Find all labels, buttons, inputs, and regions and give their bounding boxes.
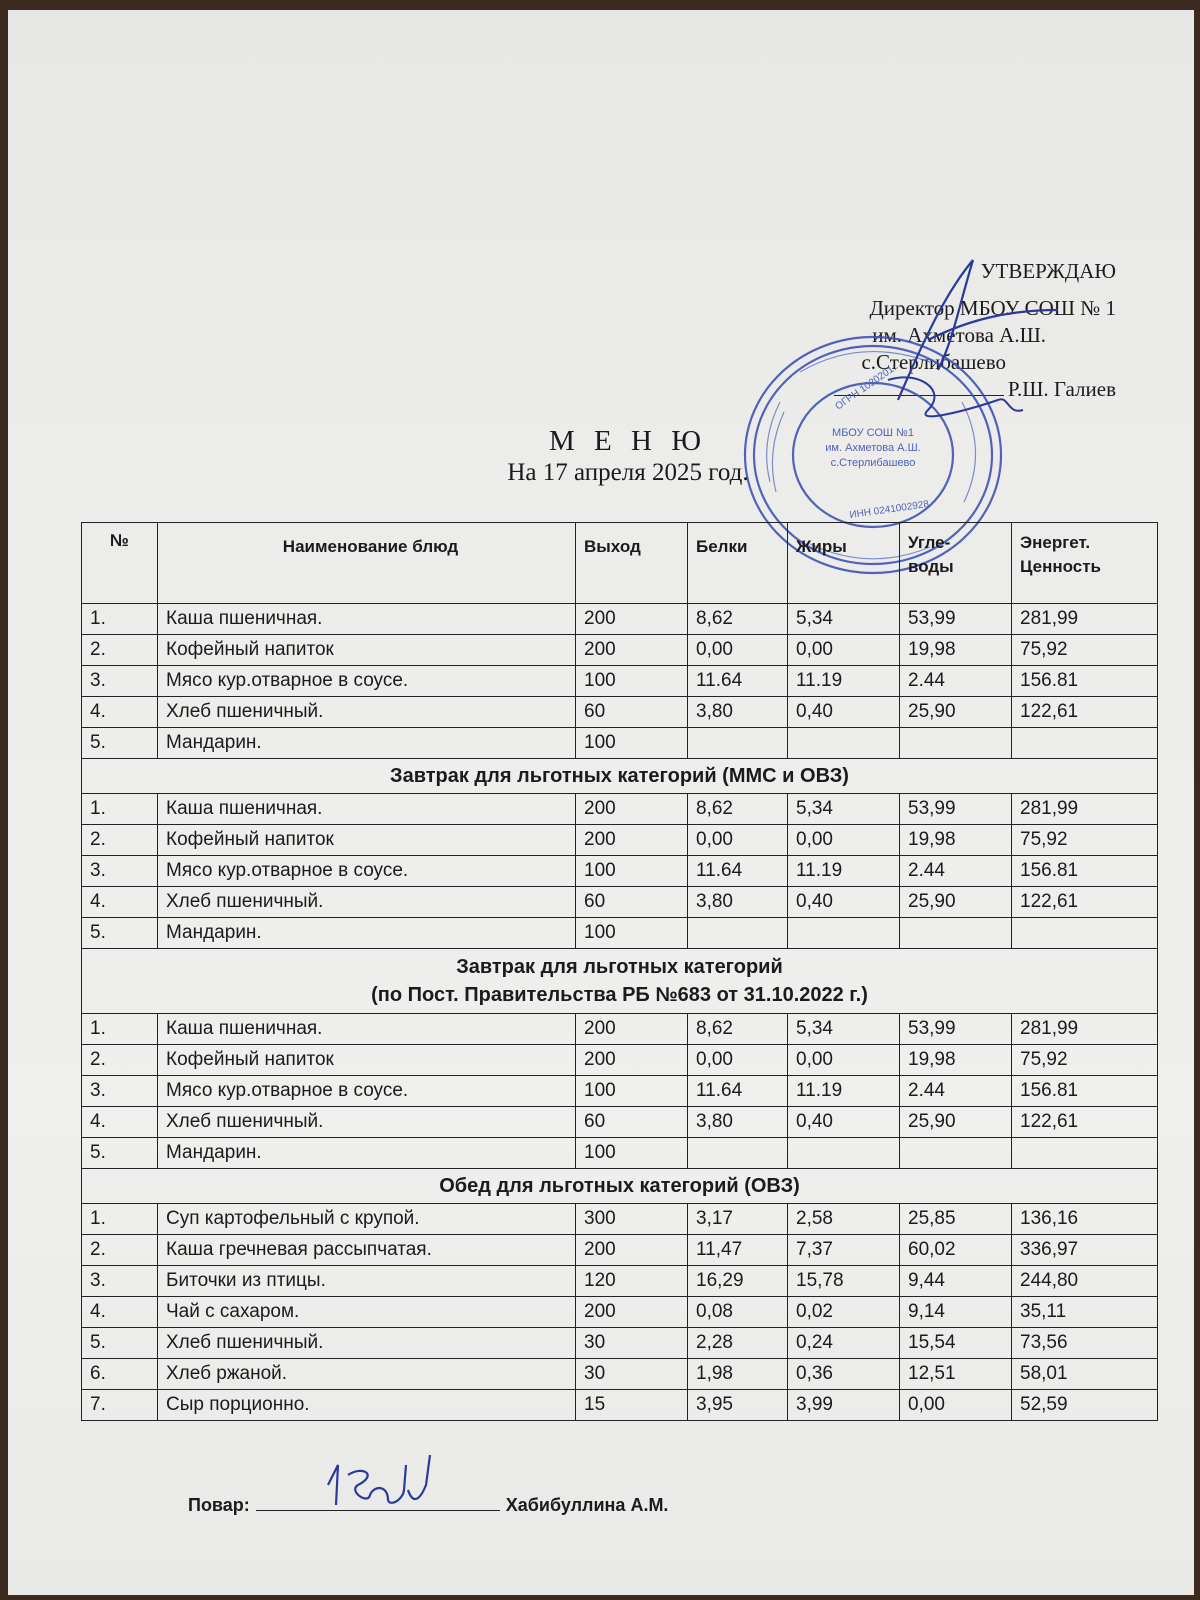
cell-num: 2. <box>82 635 158 666</box>
cell-output: 30 <box>576 1328 688 1359</box>
cell-dish: Хлеб пшеничный. <box>158 887 576 918</box>
table-row <box>82 1297 1158 1328</box>
stamp-ogrn: ОГРН 1020201... <box>833 359 903 413</box>
cell-num: 5. <box>82 1328 158 1359</box>
cell-output: 15 <box>576 1390 688 1421</box>
cell-proteins: 0,00 <box>688 825 788 856</box>
cell-proteins: 3,80 <box>688 1107 788 1138</box>
cell-num: 6. <box>82 1359 158 1390</box>
cook-label: Повар: <box>188 1495 250 1515</box>
cell-fats: 11.19 <box>788 666 900 697</box>
table-row <box>82 1266 1158 1297</box>
cell-proteins <box>688 1138 788 1169</box>
cell-num: 1. <box>82 1014 158 1045</box>
cell-energy: 75,92 <box>1012 825 1158 856</box>
cell-carbs: 2.44 <box>900 666 1012 697</box>
cell-proteins: 11.64 <box>688 1076 788 1107</box>
table-row <box>82 918 1158 949</box>
cell-carbs: 60,02 <box>900 1235 1012 1266</box>
cell-dish: Мясо кур.отварное в соусе. <box>158 1076 576 1107</box>
cell-fats: 0,02 <box>788 1297 900 1328</box>
header-name: Наименование блюд <box>158 523 576 604</box>
cell-energy: 35,11 <box>1012 1297 1158 1328</box>
table-row <box>82 1235 1158 1266</box>
cell-energy: 52,59 <box>1012 1390 1158 1421</box>
cell-output: 200 <box>576 635 688 666</box>
cell-energy: 58,01 <box>1012 1359 1158 1390</box>
cell-energy <box>1012 1138 1158 1169</box>
cell-carbs: 53,99 <box>900 794 1012 825</box>
cell-dish: Мясо кур.отварное в соусе. <box>158 666 576 697</box>
cell-fats: 3,99 <box>788 1390 900 1421</box>
cell-fats <box>788 1138 900 1169</box>
cell-fats: 0,24 <box>788 1328 900 1359</box>
cell-output: 200 <box>576 604 688 635</box>
section-row <box>82 1169 1158 1204</box>
cell-dish: Каша пшеничная. <box>158 1014 576 1045</box>
table-row <box>82 1045 1158 1076</box>
cook-signature-line <box>256 1494 500 1511</box>
cell-dish: Каша пшеничная. <box>158 794 576 825</box>
cell-dish: Кофейный напиток <box>158 1045 576 1076</box>
cell-energy: 75,92 <box>1012 1045 1158 1076</box>
header-num: № <box>82 523 158 604</box>
table-row <box>82 1014 1158 1045</box>
cell-output: 100 <box>576 918 688 949</box>
cell-carbs: 9,44 <box>900 1266 1012 1297</box>
table-row <box>82 666 1158 697</box>
section-title-benefit-lunch-line1: Обед для льготных категорий (ОВЗ) <box>439 1174 800 1197</box>
cell-proteins: 11,47 <box>688 1235 788 1266</box>
header-carbs-line1: Угле- <box>908 533 951 552</box>
cell-dish: Чай с сахаром. <box>158 1297 576 1328</box>
header-carbs <box>900 523 1012 604</box>
cell-energy: 281,99 <box>1012 794 1158 825</box>
cell-proteins: 8,62 <box>688 1014 788 1045</box>
cell-energy <box>1012 918 1158 949</box>
cell-proteins <box>688 918 788 949</box>
cell-energy: 73,56 <box>1012 1328 1158 1359</box>
cell-output: 60 <box>576 697 688 728</box>
cell-num: 4. <box>82 887 158 918</box>
cell-output: 100 <box>576 1076 688 1107</box>
cell-dish: Хлеб пшеничный. <box>158 1107 576 1138</box>
cell-carbs: 12,51 <box>900 1359 1012 1390</box>
cell-energy: 156.81 <box>1012 1076 1158 1107</box>
cell-energy: 244,80 <box>1012 1266 1158 1297</box>
cell-carbs: 25,90 <box>900 887 1012 918</box>
cell-fats <box>788 728 900 759</box>
title-block <box>418 424 838 488</box>
cell-dish: Хлеб ржаной. <box>158 1359 576 1390</box>
cell-dish: Биточки из птицы. <box>158 1266 576 1297</box>
cell-energy: 75,92 <box>1012 635 1158 666</box>
cell-fats: 2,58 <box>788 1204 900 1235</box>
table-header-row <box>82 523 1158 604</box>
header-energy-line1: Энергет. <box>1020 533 1091 552</box>
cell-fats: 7,37 <box>788 1235 900 1266</box>
cell-output: 30 <box>576 1359 688 1390</box>
cell-output: 200 <box>576 794 688 825</box>
header-output: Выход <box>576 523 688 604</box>
cell-carbs: 53,99 <box>900 1014 1012 1045</box>
stamp-inn: ИНН 0241002928 <box>848 498 930 521</box>
table-row <box>82 1390 1158 1421</box>
cell-num: 1. <box>82 604 158 635</box>
table-row <box>82 1107 1158 1138</box>
table-row <box>82 1359 1158 1390</box>
stamp-center-line1: МБОУ СОШ №1 <box>832 427 914 439</box>
cell-proteins: 11.64 <box>688 666 788 697</box>
cell-carbs <box>900 918 1012 949</box>
cell-carbs: 19,98 <box>900 635 1012 666</box>
cell-dish: Мандарин. <box>158 1138 576 1169</box>
menu-table-body <box>82 604 1158 1421</box>
header-carbs-line2: воды <box>908 557 954 576</box>
table-row <box>82 856 1158 887</box>
cell-proteins: 11.64 <box>688 856 788 887</box>
cell-proteins: 0,08 <box>688 1297 788 1328</box>
cell-output: 200 <box>576 1014 688 1045</box>
approval-heading: УТВЕРЖДАЮ <box>980 259 1116 283</box>
table-row <box>82 1204 1158 1235</box>
cell-num: 5. <box>82 728 158 759</box>
cell-carbs: 53,99 <box>900 604 1012 635</box>
cell-proteins: 0,00 <box>688 1045 788 1076</box>
cell-num: 3. <box>82 1266 158 1297</box>
cell-fats: 15,78 <box>788 1266 900 1297</box>
cell-dish: Мандарин. <box>158 918 576 949</box>
section-title-benefit-breakfast <box>82 759 1158 794</box>
cell-output: 300 <box>576 1204 688 1235</box>
cell-num: 2. <box>82 825 158 856</box>
cell-fats: 5,34 <box>788 1014 900 1045</box>
cell-num: 5. <box>82 1138 158 1169</box>
cell-proteins <box>688 728 788 759</box>
cell-output: 200 <box>576 1045 688 1076</box>
cell-dish: Сыр порционно. <box>158 1390 576 1421</box>
cell-fats: 0,40 <box>788 1107 900 1138</box>
stamp-center-line3: с.Стерлибашево <box>830 457 916 469</box>
approval-position: Директор МБОУ СОШ № 1 <box>869 296 1116 320</box>
section-title-benefit-breakfast-decree-line1: Завтрак для льготных категорий <box>456 956 783 978</box>
cell-carbs <box>900 728 1012 759</box>
cell-num: 1. <box>82 1204 158 1235</box>
cell-fats: 0,40 <box>788 887 900 918</box>
cell-carbs: 25,90 <box>900 697 1012 728</box>
approval-village: с.Стерлибашево <box>861 350 1006 374</box>
cell-carbs: 0,00 <box>900 1390 1012 1421</box>
cell-num: 3. <box>82 1076 158 1107</box>
approval-director-name: Р.Ш. Галиев <box>1007 377 1116 401</box>
cell-proteins: 1,98 <box>688 1359 788 1390</box>
document-sheet <box>8 10 1194 1595</box>
cell-num: 2. <box>82 1045 158 1076</box>
cell-fats: 0,00 <box>788 635 900 666</box>
cell-output: 100 <box>576 856 688 887</box>
cell-fats: 5,34 <box>788 604 900 635</box>
table-row <box>82 887 1158 918</box>
section-row <box>82 759 1158 794</box>
cell-num: 2. <box>82 1235 158 1266</box>
cell-proteins: 3,95 <box>688 1390 788 1421</box>
cell-energy: 156.81 <box>1012 666 1158 697</box>
cell-fats: 0,36 <box>788 1359 900 1390</box>
cell-output: 200 <box>576 1297 688 1328</box>
cell-fats: 5,34 <box>788 794 900 825</box>
cell-carbs: 15,54 <box>900 1328 1012 1359</box>
cell-energy: 122,61 <box>1012 697 1158 728</box>
cell-carbs: 25,90 <box>900 1107 1012 1138</box>
cell-num: 7. <box>82 1390 158 1421</box>
stamp-center-line2: им. Ахметова А.Ш. <box>825 442 921 454</box>
cell-fats: 0,40 <box>788 697 900 728</box>
cell-fats <box>788 918 900 949</box>
menu-table <box>81 522 1158 1421</box>
cell-num: 4. <box>82 1107 158 1138</box>
page-subtitle: На 17 апреля 2025 год. <box>507 459 749 486</box>
cell-fats: 11.19 <box>788 1076 900 1107</box>
cell-num: 4. <box>82 697 158 728</box>
cell-carbs: 2.44 <box>900 856 1012 887</box>
cell-energy: 281,99 <box>1012 604 1158 635</box>
cell-energy: 281,99 <box>1012 1014 1158 1045</box>
section-title-benefit-breakfast-line1: Завтрак для льготных категорий (ММС и ОВЗ) <box>390 764 849 787</box>
cell-output: 100 <box>576 728 688 759</box>
cell-output: 100 <box>576 666 688 697</box>
cell-energy: 136,16 <box>1012 1204 1158 1235</box>
cell-proteins: 8,62 <box>688 794 788 825</box>
cell-dish: Хлеб пшеничный. <box>158 1328 576 1359</box>
cell-num: 3. <box>82 666 158 697</box>
cell-energy: 122,61 <box>1012 1107 1158 1138</box>
cell-carbs <box>900 1138 1012 1169</box>
cook-name: Хабибуллина А.М. <box>505 1495 669 1515</box>
table-row <box>82 1138 1158 1169</box>
cell-output: 200 <box>576 1235 688 1266</box>
cell-carbs: 19,98 <box>900 1045 1012 1076</box>
approval-school-name: им. Ахметова А.Ш. <box>872 323 1046 347</box>
table-row <box>82 635 1158 666</box>
cell-num: 3. <box>82 856 158 887</box>
cell-proteins: 8,62 <box>688 604 788 635</box>
cell-proteins: 16,29 <box>688 1266 788 1297</box>
cell-energy <box>1012 728 1158 759</box>
cook-line <box>188 1494 828 1516</box>
cell-output: 100 <box>576 1138 688 1169</box>
cell-fats: 0,00 <box>788 1045 900 1076</box>
director-signature <box>858 250 1088 440</box>
cell-proteins: 0,00 <box>688 635 788 666</box>
table-row <box>82 794 1158 825</box>
section-row <box>82 949 1158 1014</box>
cell-num: 4. <box>82 1297 158 1328</box>
section-title-benefit-breakfast-decree-line2: (по Пост. Правительства РБ №683 от 31.10.2022 г.) <box>371 984 868 1006</box>
cell-dish: Суп картофельный с крупой. <box>158 1204 576 1235</box>
cell-fats: 0,00 <box>788 825 900 856</box>
cell-energy: 156.81 <box>1012 856 1158 887</box>
cell-num: 1. <box>82 794 158 825</box>
cell-num: 5. <box>82 918 158 949</box>
cell-energy: 122,61 <box>1012 887 1158 918</box>
header-energy-line2: Ценность <box>1020 557 1102 576</box>
cell-dish: Кофейный напиток <box>158 635 576 666</box>
cell-dish: Кофейный напиток <box>158 825 576 856</box>
table-row <box>82 728 1158 759</box>
cell-output: 200 <box>576 825 688 856</box>
table-row <box>82 697 1158 728</box>
header-fats: Жиры <box>788 523 900 604</box>
cell-proteins: 3,80 <box>688 887 788 918</box>
cell-output: 120 <box>576 1266 688 1297</box>
cell-energy: 336,97 <box>1012 1235 1158 1266</box>
cell-proteins: 3,80 <box>688 697 788 728</box>
cell-output: 60 <box>576 887 688 918</box>
section-title-benefit-breakfast-decree <box>82 949 1158 1014</box>
header-proteins: Белки <box>688 523 788 604</box>
cell-carbs: 2.44 <box>900 1076 1012 1107</box>
cell-proteins: 2,28 <box>688 1328 788 1359</box>
section-title-benefit-lunch <box>82 1169 1158 1204</box>
cell-carbs: 25,85 <box>900 1204 1012 1235</box>
page-title: М Е Н Ю <box>549 425 707 457</box>
cell-carbs: 9,14 <box>900 1297 1012 1328</box>
cell-output: 60 <box>576 1107 688 1138</box>
table-row <box>82 825 1158 856</box>
cell-carbs: 19,98 <box>900 825 1012 856</box>
header-energy <box>1012 523 1158 604</box>
cell-fats: 11.19 <box>788 856 900 887</box>
cell-dish: Хлеб пшеничный. <box>158 697 576 728</box>
cell-dish: Мясо кур.отварное в соусе. <box>158 856 576 887</box>
table-row <box>82 1076 1158 1107</box>
table-row <box>82 604 1158 635</box>
cell-dish: Каша гречневая рассыпчатая. <box>158 1235 576 1266</box>
table-row <box>82 1328 1158 1359</box>
cell-dish: Мандарин. <box>158 728 576 759</box>
cell-dish: Каша пшеничная. <box>158 604 576 635</box>
cell-proteins: 3,17 <box>688 1204 788 1235</box>
